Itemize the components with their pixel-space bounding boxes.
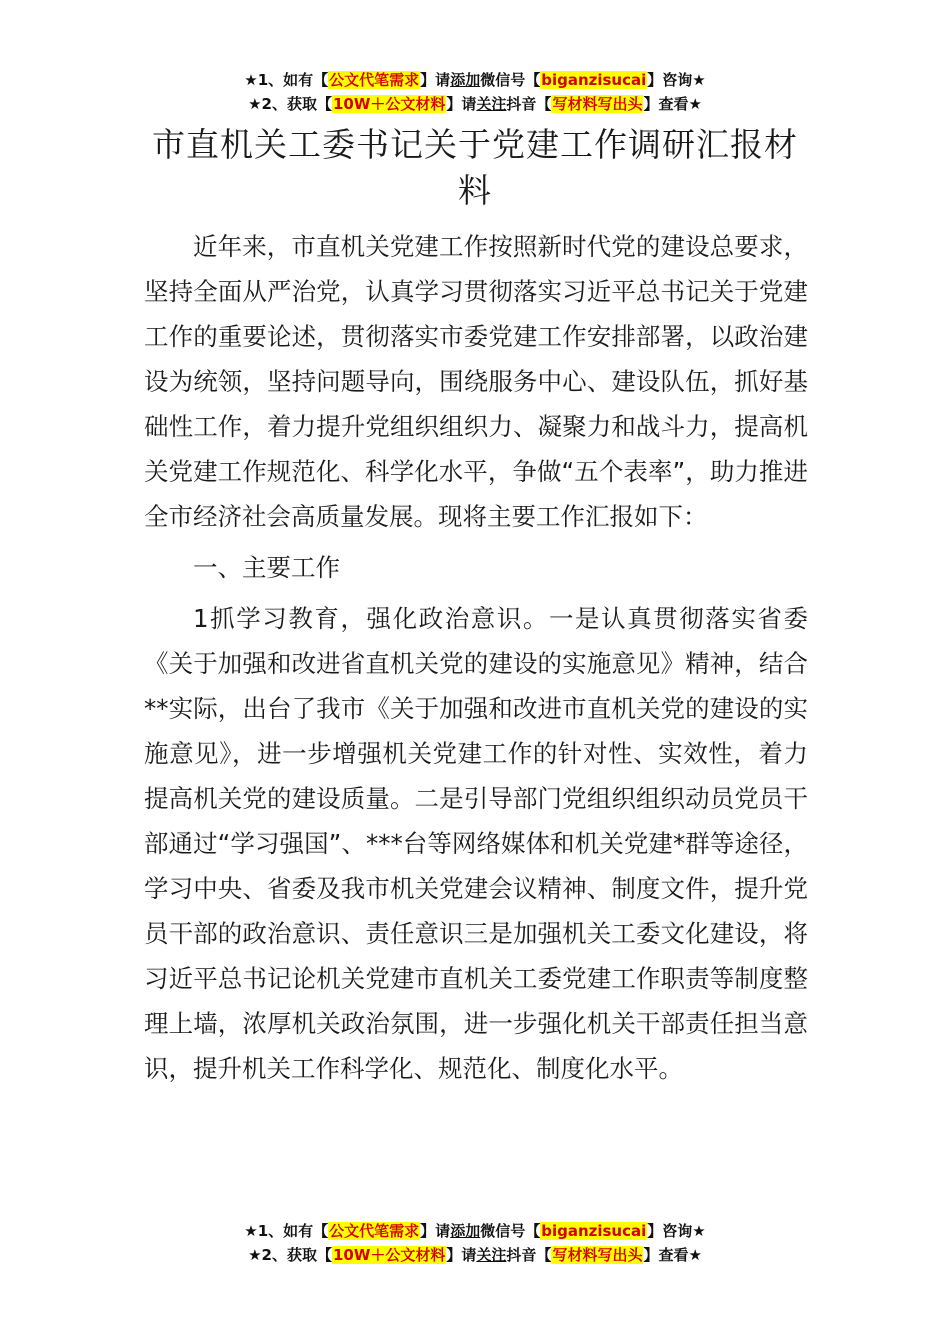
banner-highlight: 写材料写出头 [552,1246,643,1264]
banner-line-1 [0,1219,950,1243]
banner-highlight: biganzisucai [541,71,647,89]
header-banner [0,68,950,116]
banner-emphasis: 关注 [476,1246,507,1264]
banner-text: 】请 [420,1222,451,1240]
banner-line-2 [0,1243,950,1267]
banner-highlight: 10W＋公文材料 [332,95,446,113]
document-body [144,224,808,1091]
banner-text: 】请 [420,71,451,89]
banner-text: 】查看★ [643,1246,702,1264]
banner-text: 】咨询★ [647,1222,706,1240]
banner-line-1 [0,68,950,92]
footer-banner [0,1219,950,1267]
banner-highlight: 写材料写出头 [552,95,643,113]
banner-highlight: biganzisucai [541,1222,647,1240]
banner-text: ★1、如有【 [244,1222,329,1240]
banner-text: ★1、如有【 [244,71,329,89]
banner-text: 】请 [446,1246,477,1264]
banner-emphasis: 关注 [476,95,507,113]
banner-text: 】查看★ [643,95,702,113]
banner-emphasis: 添加 [450,1222,481,1240]
banner-text: 抖音【 [506,1246,552,1264]
banner-highlight: 公文代笔需求 [329,1222,420,1240]
document-title: 市直机关工委书记关于党建工作调研汇报材料 [152,125,798,210]
banner-text: 微信号【 [480,1222,541,1240]
banner-text: 抖音【 [506,95,552,113]
banner-line-2 [0,92,950,116]
banner-text: 】请 [446,95,477,113]
banner-highlight: 公文代笔需求 [329,71,420,89]
banner-text: 】咨询★ [647,71,706,89]
banner-highlight: 10W＋公文材料 [332,1246,446,1264]
banner-text: 微信号【 [480,71,541,89]
section-heading: 一、主要工作 [193,553,340,582]
banner-text: ★2、获取【 [248,1246,332,1264]
banner-emphasis: 添加 [450,71,481,89]
body-paragraph: 1抓学习教育，强化政治意识。一是认真贯彻落实省委《关于加强和改进省直机关党的建设的实施意见》精神，结合**实际，出台了我市《关于加强和改进市直机关党的建设的实施意见》，进一步增强机关党建工作的针对性、实效性，着力提高机关党的建设质量。二是引导部门党组织组织动员党员干部通过“学习强国”、***台等网络媒体和机关党建*群等途径，学习中央、省委及我市机关党建会议精神、制度文件，提升党员干部的政治意识、责任意识三是加强机关工委文化建设，将习近平总书记论机关党建市直机关工委党建工作职责等制度整理上墙，浓厚机关政治氛围，进一步强化机关干部责任担当意识，提升机关工作科学化、规范化、制度化水平。 [144,604,808,1083]
banner-text: ★2、获取【 [248,95,332,113]
intro-paragraph: 近年来，市直机关党建工作按照新时代党的建设总要求，坚持全面从严治党，认真学习贯彻落实习近平总书记关于党建工作的重要论述，贯彻落实市委党建工作安排部署，以政治建设为统领，坚持问题导向，围绕服务中心、建设队伍，抓好基础性工作，着力提升党组织组织力、凝聚力和战斗力，提高机关党建工作规范化、科学化水平，争做“五个表率”，助力推进全市经济社会高质量发展。现将主要工作汇报如下： [144,232,808,531]
